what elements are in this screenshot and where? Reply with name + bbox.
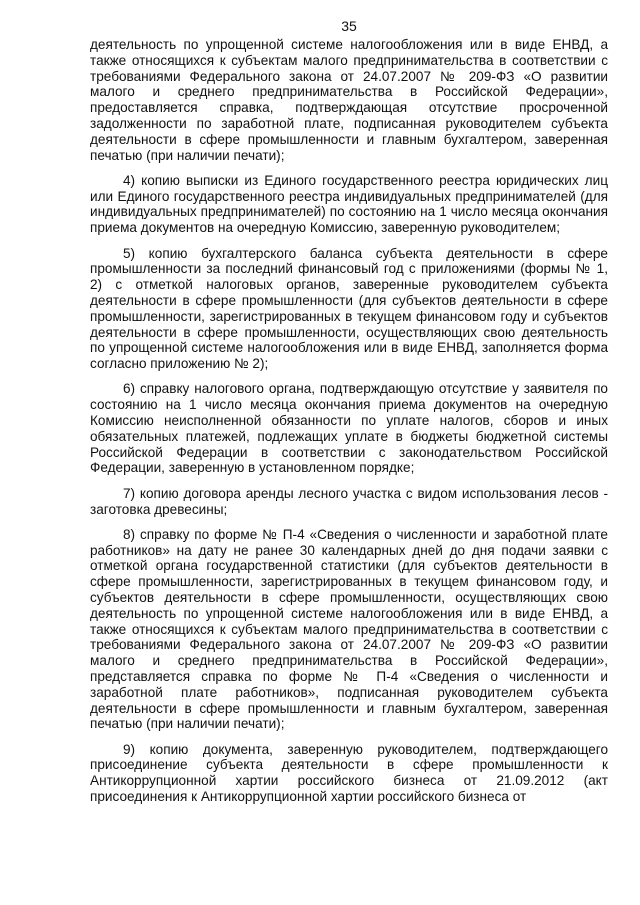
page-number: 35 xyxy=(341,18,357,34)
document-body xyxy=(90,37,608,805)
paragraph-item-9: 9) копию документа, заверенную руководителем, подтверждающего присоединение субъекта деятельности в сфере промышленности к Антикоррупционной хартии российского бизнеса от 21.09.2012 (акт присоединения к Антикоррупционной хартии российского бизнеса от xyxy=(90,741,608,805)
paragraph-item-5: 5) копию бухгалтерского баланса субъекта деятельности в сфере промышленности за последний финансовый год с приложениями (формы № 1, 2) с отметкой налоговых органов, заверенные руководителем субъекта деятельности в сфере промышленности (для субъектов деятельности в сфере промышленности, зарегистрированных в текущем финансовом году и субъектов деятельности в сфере промышленности, осуществляющих свою деятельность по упрощенной системе налогообложения или в виде ЕНВД, заполняется форма согласно приложению № 2); xyxy=(90,245,608,372)
paragraph-item-7: 7) копию договора аренды лесного участка с видом использования лесов - заготовка древесины; xyxy=(90,485,608,517)
document-page xyxy=(90,0,608,905)
paragraph-item-6: 6) справку налогового органа, подтверждающую отсутствие у заявителя по состоянию на 1 число месяца окончания приема документов на очередную Комиссию неисполненной обязанности по уплате налогов, сборов и иных обязательных платежей, подлежащих уплате в бюджеты бюджетной системы Российской Федерации в соответствии с законодательством Российской Федерации, заверенную в установленном порядке; xyxy=(90,381,608,476)
paragraph-continuation: деятельность по упрощенной системе налогообложения или в виде ЕНВД, а также относящихся к субъектам малого предпринимательства в соответствии с требованиями Федерального закона от 24.07.2007 № 209-ФЗ «О развитии малого и среднего предпринимательства в Российской Федерации», предоставляется справка, подтверждающая отсутствие просроченной задолженности по заработной плате, подписанная руководителем субъекта деятельности в сфере промышленности и главным бухгалтером, заверенная печатью (при наличии печати); xyxy=(90,37,608,163)
paragraph-item-4: 4) копию выписки из Единого государственного реестра юридических лиц или Единого государственного реестра индивидуальных предпринимателей (для индивидуальных предпринимателей) по состоянию на 1 число месяца окончания приема документов на очередную Комиссию, заверенную руководителем; xyxy=(90,172,608,236)
paragraph-item-8: 8) справку по форме № П-4 «Сведения о численности и заработной плате работников» на дату не ранее 30 календарных дней до дня подачи заявки с отметкой органа государственной статистики (для субъектов деятельности в сфере промышленности, зарегистрированных в текущем финансовом году, и субъектов деятельности в сфере промышленности, осуществляющих свою деятельность по упрощенной системе налогообложения или в виде ЕНВД, а также относящихся к субъектам малого предпринимательства в соответствии с требованиями Федерального закона от 24.07.2007 № 209-ФЗ «О развитии малого и среднего предпринимательства в Российской Федерации», представляется справка по форме № П-4 «Сведения о численности и заработной плате работников», подписанная руководителем субъекта деятельности в сфере промышленности и главным бухгалтером, заверенная печатью (при наличии печати); xyxy=(90,526,608,732)
